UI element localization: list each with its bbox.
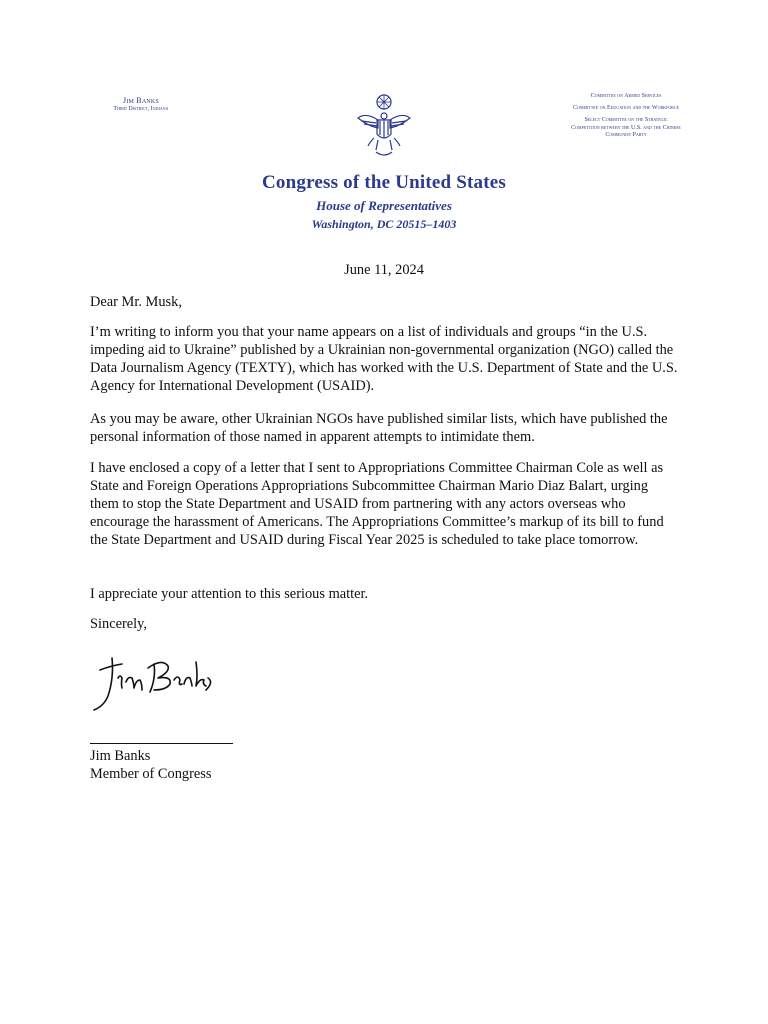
signer-name: Jim Banks bbox=[90, 748, 151, 764]
paragraph-text: I appreciate your attention to this serious matter. bbox=[90, 586, 369, 602]
body-paragraph bbox=[90, 585, 678, 603]
member-district: Third District, Indiana bbox=[113, 106, 169, 112]
body-paragraph bbox=[90, 410, 678, 446]
closing: Sincerely, bbox=[90, 616, 148, 632]
great-seal-eagle-icon bbox=[352, 92, 416, 160]
body-paragraph bbox=[90, 323, 678, 395]
letterhead-subtitle: House of Representatives bbox=[316, 198, 452, 213]
letterhead-title: Congress of the United States bbox=[262, 172, 506, 193]
signer-title: Member of Congress bbox=[90, 766, 212, 782]
handwritten-signature bbox=[88, 648, 218, 714]
signer-block bbox=[90, 747, 212, 783]
paragraph-text: As you may be aware, other Ukrainian NGOs have published similar lists, which have published the personal information of those named in apparent attempts to intimidate them. bbox=[90, 411, 668, 445]
committee-item: Committee on Armed Services bbox=[590, 93, 662, 99]
letter-date: June 11, 2024 bbox=[344, 262, 424, 278]
member-name: Jim Banks bbox=[123, 96, 159, 105]
salutation: Dear Mr. Musk, bbox=[90, 294, 182, 310]
paragraph-text: I’m writing to inform you that your name appears on a list of individuals and groups “in the U.S. impeding aid to Ukraine” published by a Ukrainian non-governmental organization (NGO) called the Data Journalism Agency (TEXTY), which has worked with the U.S. Department of State and the U.S. Agency for International Development (USAID). bbox=[90, 324, 678, 394]
member-letterhead bbox=[96, 96, 186, 114]
paragraph-text: I have enclosed a copy of a letter that I sent to Appropriations Committee Chairman Cole as well as State and Foreign Operations Appropriations Subcommittee Chairman Mario Diaz Balart, urging them to stop the State Department and USAID from partnering with any actors overseas who encourage the harassment of Americans. The Appropriations Committee’s markup of its bill to fund the State Department and USAID during Fiscal Year 2025 is scheduled to take place tomorrow. bbox=[90, 460, 664, 548]
body-paragraph bbox=[90, 459, 678, 549]
committee-item: Committee on Education and the Workforce bbox=[573, 105, 679, 112]
letterhead-city: Washington, DC 20515–1403 bbox=[311, 217, 457, 231]
letterhead-title-block bbox=[0, 172, 768, 232]
committee-item: Select Committee on the Strategic Competition between the U.S. and the Chinese Communist Party bbox=[571, 117, 681, 138]
committee-list bbox=[570, 93, 682, 144]
signature-line bbox=[90, 743, 233, 744]
